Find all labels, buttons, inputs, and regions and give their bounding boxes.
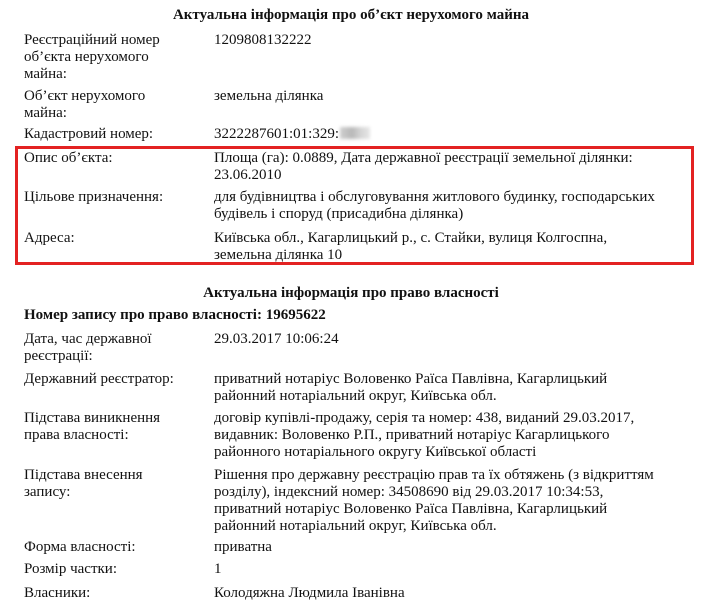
registration-date-value: 29.03.2017 10:06:24 (214, 331, 339, 347)
ownership-form-label: Форма власності: (24, 539, 136, 555)
registration-number-value: 1209808132222 (214, 32, 312, 48)
object-label: Об’єкт нерухомого майна: (24, 88, 146, 121)
registration-date-label: Дата, час державної реєстрації: (24, 331, 152, 364)
basis-of-right-label: Підстава виникнення права власності: (24, 410, 161, 443)
registrar-label: Державний реєстратор: (24, 371, 174, 387)
address-label: Адреса: (24, 230, 75, 246)
share-size-value: 1 (214, 561, 222, 577)
redacted-blur (340, 127, 370, 139)
address-value: Київська обл., Кагарлицький р., с. Стайки, вулиця Колгоспна, земельна ділянка 10 (214, 230, 608, 263)
description-value: Площа (га): 0.0889, Дата державної реєстрації земельної ділянки: 23.06.2010 (214, 150, 633, 183)
share-size-label: Розмір частки: (24, 561, 117, 577)
ownership-form-value: приватна (214, 539, 272, 555)
object-section-title: Актуальна інформація про об’єкт нерухомого майна (172, 7, 530, 23)
cadastral-number-value-wrap (214, 126, 699, 143)
cadastral-number-value: 3222287601:01:329: (214, 126, 340, 142)
object-value: земельна ділянка (214, 88, 324, 104)
registrar-value: приватний нотаріус Воловенко Раїса Павлівна, Кагарлицький районний нотаріальний округ, Київська обл. (214, 371, 608, 404)
purpose-value: для будівництва і обслуговування житлового будинку, господарських будівель і споруд (присадибна ділянка) (214, 189, 655, 222)
cadastral-number-label: Кадастровий номер: (24, 126, 154, 142)
ownership-section-title: Актуальна інформація про право власності (203, 285, 499, 301)
registration-number-label: Реєстраційний номер об’єкта нерухомого майна: (24, 32, 160, 82)
record-number: Номер запису про право власності: 19695622 (24, 307, 326, 323)
basis-of-entry-value: Рішення про державну реєстрацію прав та їх обтяжень (з відкриттям розділу), індексний номер: 34508690 від 29.03.2017 10:34:53, приватний нотаріус Воловенко Раїса Павлівна, Кагарлицький районний нотаріальний округ, Київська обл. (214, 467, 654, 534)
basis-of-entry-label: Підстава внесення запису: (24, 467, 143, 500)
owners-value: Колодяжна Людмила Іванівна (214, 585, 405, 601)
owners-label: Власники: (24, 585, 91, 601)
basis-of-right-value: договір купівлі-продажу, серія та номер: 438, виданий 29.03.2017, видавник: Воловенко Р.П., приватний нотаріус Кагарлицького районного нотаріального округу Київської області (214, 410, 635, 460)
purpose-label: Цільове призначення: (24, 189, 164, 205)
description-label: Опис об’єкта: (24, 150, 113, 166)
